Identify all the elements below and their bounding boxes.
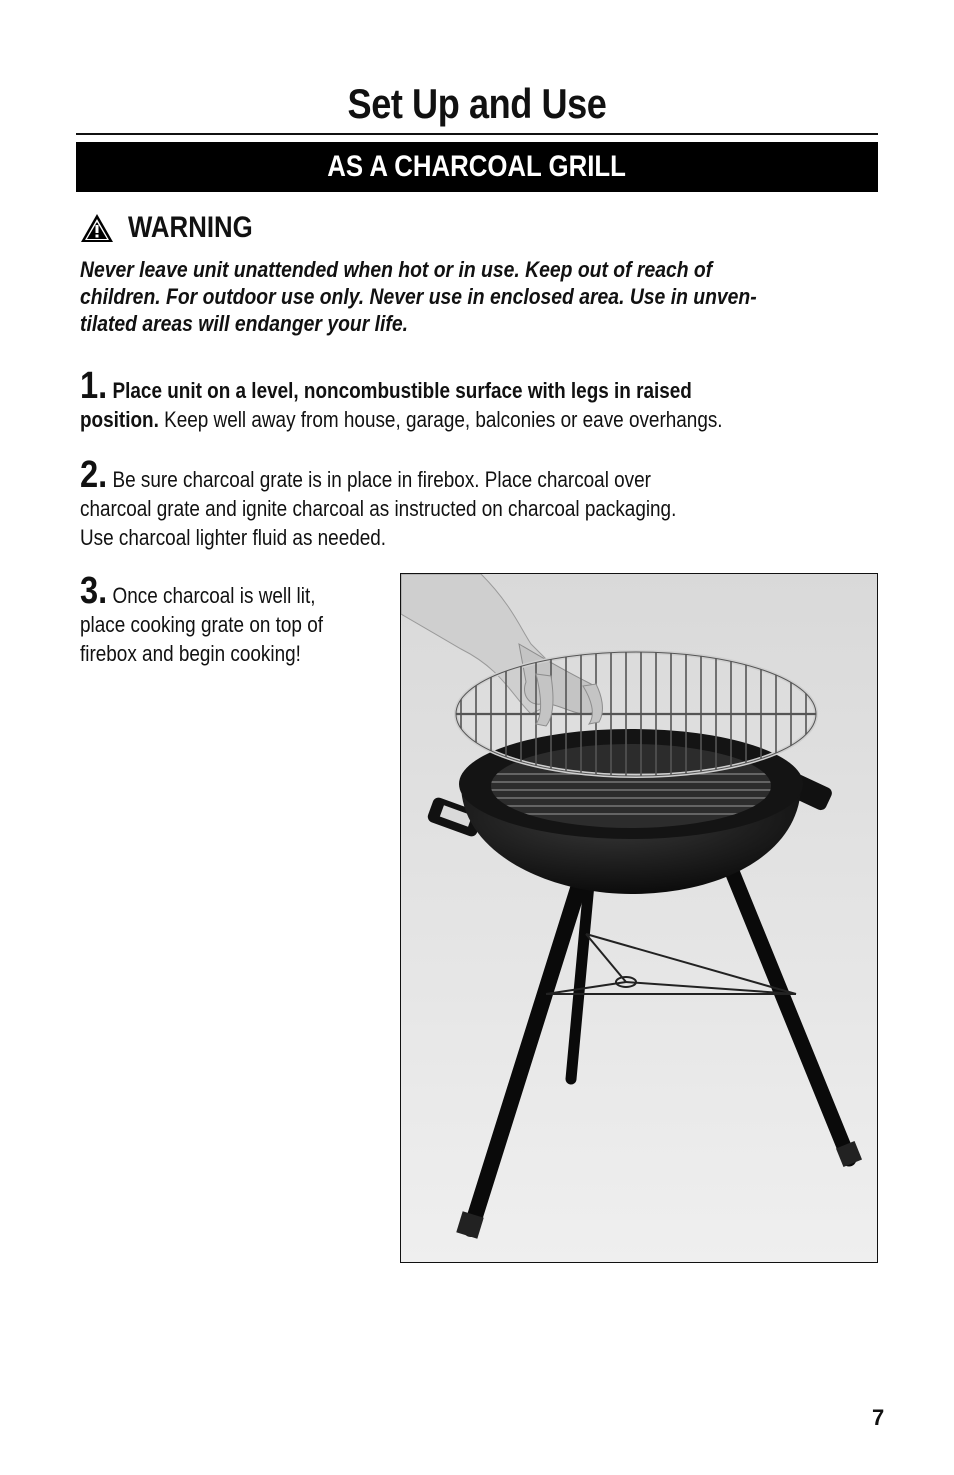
section-title: AS A CHARCOAL GRILL xyxy=(327,150,627,183)
step-text: Once charcoal is well lit, xyxy=(107,583,316,608)
step-bold-text: Place unit on a level, noncombustible surface with legs in raised xyxy=(112,378,692,403)
warning-line: Never leave unit unattended when hot or in use. Keep out of reach of xyxy=(80,257,713,282)
warning-heading xyxy=(80,210,273,246)
page-number: 7 xyxy=(872,1405,885,1430)
step-2 xyxy=(80,454,880,552)
step-text: firebox and begin cooking! xyxy=(80,641,301,666)
step-text: Use charcoal lighter fluid as needed. xyxy=(80,525,387,550)
step-number: 3. xyxy=(80,570,108,612)
step-3 xyxy=(80,570,398,668)
warning-line: children. For outdoor use only. Never use in enclosed area. Use in unven- xyxy=(80,284,757,309)
step-text: Keep well away from house, garage, balconies or eave overhangs. xyxy=(158,407,723,432)
warning-line: tilated areas will endanger your life. xyxy=(80,311,408,336)
step-text: place cooking grate on top of xyxy=(80,612,323,637)
grill-illustration xyxy=(401,574,877,1262)
step-number: 2. xyxy=(80,454,108,496)
grill-photo xyxy=(400,573,878,1263)
step-text: Be sure charcoal grate is in place in firebox. Place charcoal over xyxy=(107,467,651,492)
step-text: charcoal grate and ignite charcoal as instructed on charcoal packaging. xyxy=(80,496,677,521)
section-banner xyxy=(76,142,878,192)
step-1 xyxy=(80,365,880,434)
warning-text xyxy=(80,256,880,337)
page-title: Set Up and Use xyxy=(347,80,607,127)
warning-label: WARNING xyxy=(128,211,253,244)
step-number: 1. xyxy=(80,365,108,407)
warning-triangle-icon xyxy=(80,213,114,243)
title-rule xyxy=(76,133,878,135)
step-bold-text: position. xyxy=(80,407,159,432)
